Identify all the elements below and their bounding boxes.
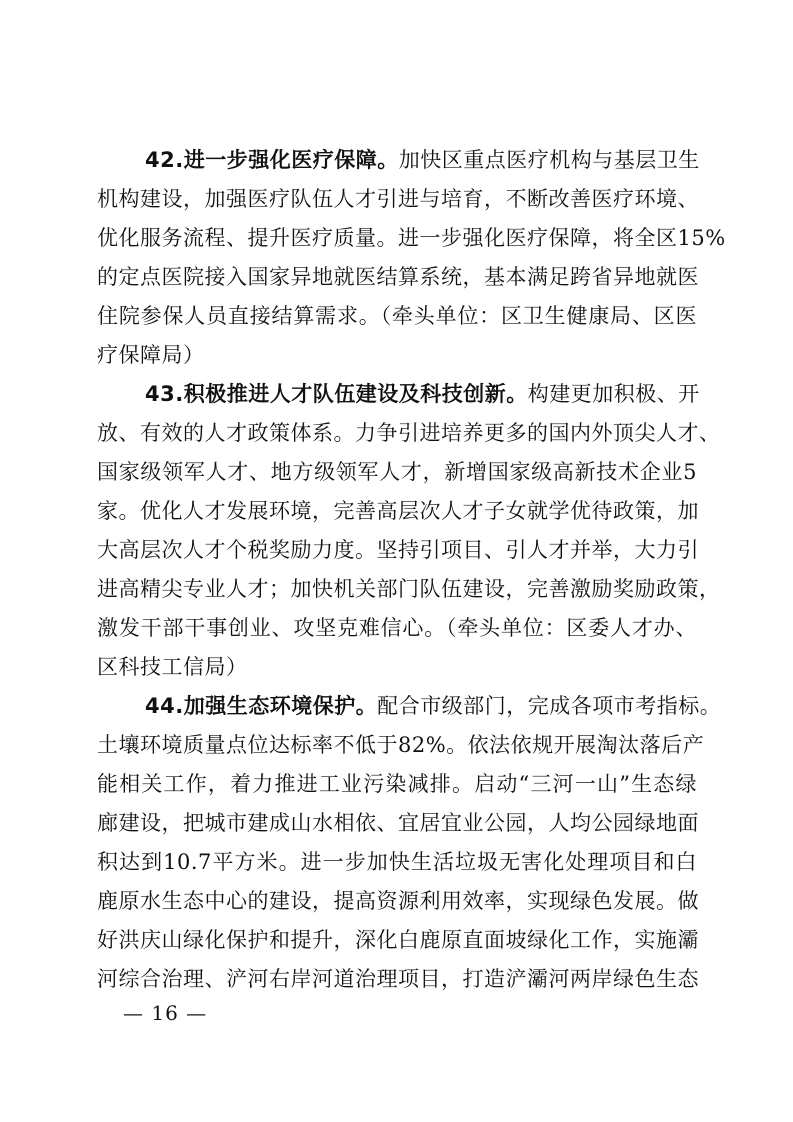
paragraph-text: 构建更加积极、开 (527, 382, 700, 406)
paragraph-line: 住院参保人员直接结算需求。（牵头单位：区卫生健康局、区医 (97, 304, 697, 328)
page-number: — 16 — (123, 1001, 208, 1025)
paragraph-line: 放、有效的人才政策体系。力争引进培养更多的国内外顶尖人才、 (97, 421, 721, 445)
paragraph-line: 激发干部干事创业、攻坚克难信心。（牵头单位：区委人才办、 (97, 616, 697, 640)
item-heading: 43.积极推进人才队伍建设及科技创新。 (145, 382, 528, 406)
paragraph-line: 区科技工信局） (97, 655, 248, 679)
paragraph-line (145, 379, 700, 409)
paragraph-line: 鹿原水生态中心的建设，提高资源利用效率，实现绿色发展。做 (97, 889, 699, 913)
paragraph-line: 土壤环境质量点位达标率不低于82%。依法依规开展淘汰落后产 (97, 733, 705, 757)
paragraph-line (145, 145, 700, 175)
paragraph-line (145, 691, 722, 721)
paragraph-line: 好洪庆山绿化保护和提升，深化白鹿原直面坡绿化工作，实施灞 (97, 928, 699, 952)
paragraph-line: 机构建设，加强医疗队伍人才引进与培育，不断改善医疗环境、 (97, 187, 699, 211)
paragraph-text: 加快区重点医疗机构与基层卫生 (398, 148, 700, 172)
paragraph-line: 进高精尖专业人才；加快机关部门队伍建设，完善激励奖励政策， (97, 577, 721, 601)
paragraph-line: 家。优化人才发展环境，完善高层次人才子女就学优待政策，加 (97, 499, 699, 523)
paragraph-line: 疗保障局） (97, 343, 205, 367)
paragraph-line: 积达到10.7平方米。进一步加快生活垃圾无害化处理项目和白 (97, 850, 697, 874)
item-heading: 44.加强生态环境保护。 (145, 694, 378, 718)
paragraph-line: 大高层次人才个税奖励力度。坚持引项目、引人才并举，大力引 (97, 538, 699, 562)
paragraph-line: 廊建设，把城市建成山水相依、宜居宜业公园，人均公园绿地面 (97, 811, 699, 835)
paragraph-line: 河综合治理、浐河右岸河道治理项目，打造浐灞河两岸绿色生态 (97, 967, 699, 991)
paragraph-line: 能相关工作，着力推进工业污染减排。启动“三河一山”生态绿 (97, 772, 697, 796)
item-heading: 42.进一步强化医疗保障。 (145, 148, 399, 172)
paragraph-line: 优化服务流程、提升医疗质量。进一步强化医疗保障，将全区15% (97, 226, 726, 250)
paragraph-text: 配合市级部门，完成各项市考指标。 (377, 694, 722, 718)
paragraph-line: 的定点医院接入国家异地就医结算系统，基本满足跨省异地就医 (97, 265, 699, 289)
paragraph-line: 国家级领军人才、地方级领军人才，新增国家级高新技术企业5 (97, 460, 697, 484)
